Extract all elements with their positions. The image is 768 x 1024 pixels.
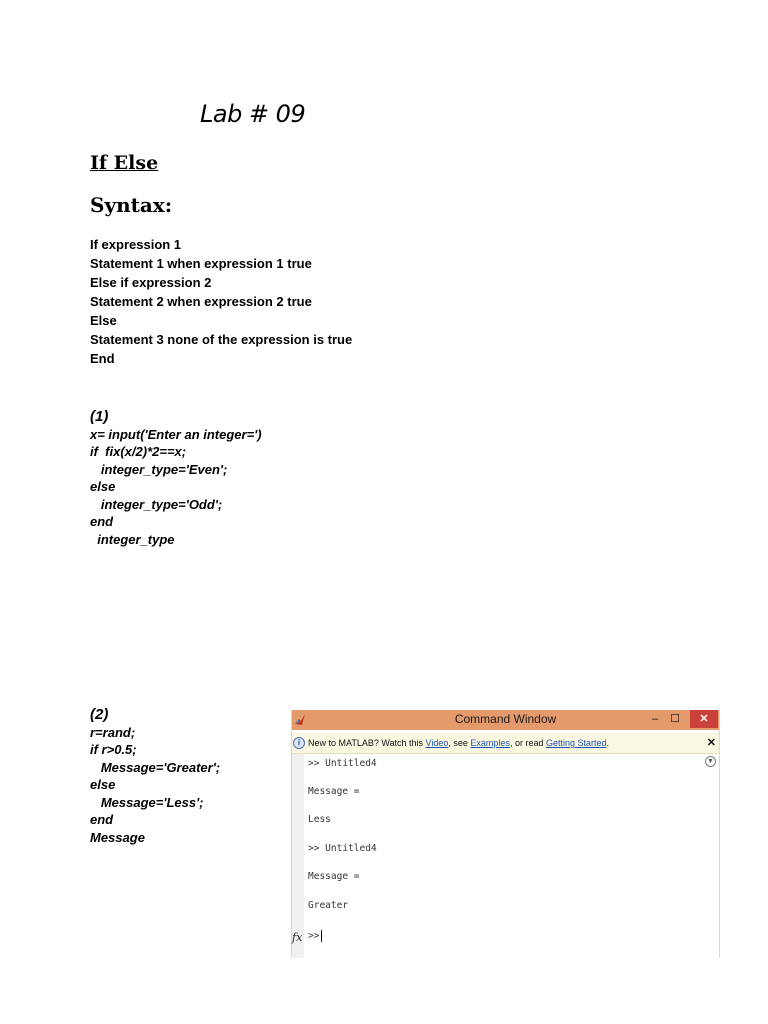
info-icon: i (293, 737, 305, 749)
code-line: Message='Greater'; (90, 759, 221, 775)
info-mid-1: , see (448, 738, 471, 748)
code-line: end (90, 812, 114, 827)
lab-title: Lab # 09 (200, 100, 306, 128)
info-suffix: . (606, 738, 610, 748)
command-window-title: Command Window (454, 712, 557, 726)
command-window-titlebar[interactable] (292, 710, 719, 730)
info-close-icon[interactable]: ✕ (706, 737, 716, 749)
info-text (308, 733, 609, 753)
example-2-number: (2) (90, 706, 109, 723)
close-button[interactable]: ✕ (690, 710, 718, 728)
syntax-line: Statement 2 when expression 2 true (90, 294, 312, 309)
chevron-down-icon[interactable]: ▼ (705, 756, 716, 767)
code-line: if fix(x/2)*2==x; (90, 444, 187, 459)
code-line: if r>0.5; (90, 742, 137, 757)
fx-icon[interactable]: fx (292, 931, 303, 944)
syntax-block (90, 235, 352, 368)
syntax-line: If expression 1 (90, 237, 182, 252)
code-line: integer_type (90, 531, 175, 547)
code-line: Message='Less'; (90, 794, 204, 810)
video-link[interactable]: Video (425, 738, 449, 748)
heading-if-else: If Else (90, 152, 159, 174)
example-1-code (90, 408, 262, 548)
text-cursor (321, 930, 322, 942)
matlab-command-window (291, 710, 720, 958)
command-line: >> Untitled4 (308, 758, 377, 769)
heading-syntax: Syntax: (90, 193, 173, 217)
maximize-button[interactable]: ☐ (670, 713, 680, 725)
prompt-symbol: >> (308, 930, 320, 942)
syntax-line: Statement 3 none of the expression is true (90, 332, 353, 347)
info-prefix: New to MATLAB? Watch this (308, 738, 426, 748)
code-line: integer_type='Even'; (90, 461, 228, 477)
code-line: else (90, 479, 116, 494)
examples-link[interactable]: Examples (470, 738, 510, 748)
command-line: Greater (308, 900, 349, 911)
syntax-line: Statement 1 when expression 1 true (90, 256, 312, 271)
code-line: Message (90, 829, 145, 845)
code-line: x= input('Enter an integer=') (90, 426, 262, 442)
command-output-area[interactable] (292, 754, 719, 958)
syntax-line: Else if expression 2 (90, 275, 212, 290)
info-mid-2: , or read (509, 738, 546, 748)
info-bar (292, 733, 719, 754)
command-line: Message = (308, 871, 360, 882)
command-gutter (292, 754, 304, 958)
syntax-line: Else (90, 313, 117, 328)
code-line: integer_type='Odd'; (90, 496, 223, 512)
command-line: Message = (308, 786, 360, 797)
getting-started-link[interactable]: Getting Started (545, 738, 607, 748)
example-2-code (90, 706, 220, 846)
command-line: Less (308, 814, 331, 825)
example-1-number: (1) (90, 408, 109, 425)
code-line: else (90, 777, 116, 792)
syntax-line: End (90, 351, 115, 366)
minimize-button[interactable]: – (651, 713, 659, 725)
code-line: end (90, 514, 114, 529)
code-line: r=rand; (90, 724, 136, 740)
command-line: >> Untitled4 (308, 843, 377, 854)
command-prompt[interactable] (308, 930, 322, 942)
